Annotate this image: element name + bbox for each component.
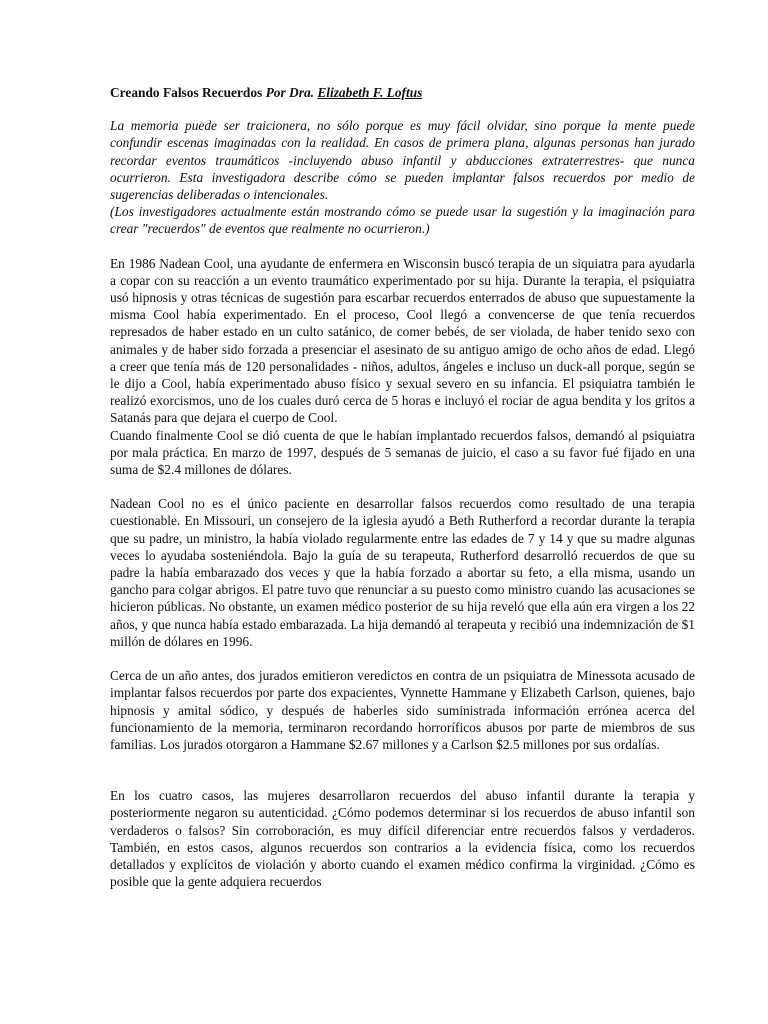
body-paragraph: Cerca de un año antes, dos jurados emitieron veredictos en contra de un psiquiatra de Minessota acusado de implantar falsos recuerdos por parte dos expacientes, Vynnette Hammane y Elizabeth Carlson, quienes, bajo hipnosis y amital sódico, y después de haberles sido suministrada información errónea acerca del funcionamiento de la memoria, terminaron recordando horroríficos abusos por parte de miembros de sus familias. Los jurados otorgaron a Hammane $2.67 millones y a Carlson $2.5 millones por sus ordalías.: [110, 668, 695, 752]
document-page: [110, 84, 695, 890]
abstract-paragraph: La memoria puede ser traicionera, no sólo porque es muy fácil olvidar, sino porque la mente puede confundir escenas imaginadas con la realidad. En casos de primera plana, algunas personas han jurado recordar eventos traumáticos -incluyendo abuso infantil y abducciones extraterrestres- que nunca ocurrieron. Esta investigadora describe cómo se pueden implantar falsos recuerdos por medio de sugerencias deliberadas o intencionales.: [110, 118, 695, 203]
body-paragraph: En 1986 Nadean Cool, una ayudante de enfermera en Wisconsin buscó terapia de un siquiatra para ayudarla a copar con su reacción a un evento traumático experimentado por su hija. Durante la terapia, el psiquiatra usó hipnosis y otras técnicas de sugestión para escarbar recuerdos enterrados de abuso que supuestamente la misma Cool había experimentado. En el proceso, Cool llegó a convencerse de que tenía recuerdos represados de haber estado en un culto satánico, de comer bebés, de ser violada, de haber tenido sexo con animales y de haber sido forzada a presenciar el asesinato de su antiguo amigo de ocho años de edad. Llegó a creer que tenía más de 120 personalidades - niños, adultos, ángeles e incluso un duck-all porque, según se le dijo a Cool, había experimentado abuso físico y sexual severo en su infancia. El psiquiatra también le realizó exorcismos, uno de los cuales duró cerca de 5 horas e incluyó el rociar de agua bendita y los gritos a Satanás para que dejara el cuerpo de Cool.: [110, 255, 695, 426]
document-title: [110, 84, 695, 101]
body-paragraph: Cuando finalmente Cool se dió cuenta de que le habían implantado recuerdos falsos, demandó al psiquiatra por mala práctica. En marzo de 1997, después de 5 semanas de juicio, el caso a su favor fué fijado en una suma de $2.4 millones de dólares.: [110, 427, 695, 478]
title-by: Por Dra.: [265, 85, 314, 100]
body-paragraph: Nadean Cool no es el único paciente en desarrollar falsos recuerdos como resultado de una terapia cuestionable. En Missouri, un consejero de la iglesia ayudó a Beth Rutherford a recordar durante la terapia que su padre, un ministro, la había violado regularmente entre las edades de 7 y 14 y que su madre algunas veces lo ayudaba sosteniéndola. Bajo la guía de su terapeuta, Rutherford desarrolló recuerdos de que su padre la había embarazado dos veces y que la había forzado a abortar su feto, a ella misma, usando un gancho para colgar abrigos. El patre tuvo que renunciar a su puesto como ministro cuando las acusaciones se hicieron públicas. No obstante, un examen médico posterior de su hija reveló que ella aún era virgen a los 22 años, y que nunca había estado embarazada. La hija demandó al terapeuta y recibió una indemnización de $1 millón de dólares en 1996.: [110, 496, 695, 649]
body-paragraph: En los cuatro casos, las mujeres desarrollaron recuerdos del abuso infantil durante la terapia y posteriormente negaron su autenticidad. ¿Cómo podemos determinar si los recuerdos de abuso infantil son verdaderos o falsos? Sin corroboración, es muy difícil diferenciar entre recuerdos falsos y verdaderos. También, en estos casos, algunos recuerdos son contrarios a la evidencia física, como los recuerdos detallados y explícitos de violación y aborto cuando el examen médico confirma la virginidad. ¿Cómo es posible que la gente adquiera recuerdos: [110, 788, 695, 890]
title-main: Creando Falsos Recuerdos: [110, 85, 263, 100]
abstract-note: (Los investigadores actualmente están mostrando cómo se puede usar la sugestión y la imaginación para crear "recuerdos" de eventos que realmente no ocurrieron.): [110, 204, 695, 237]
title-author: Elizabeth F. Loftus: [317, 85, 423, 100]
